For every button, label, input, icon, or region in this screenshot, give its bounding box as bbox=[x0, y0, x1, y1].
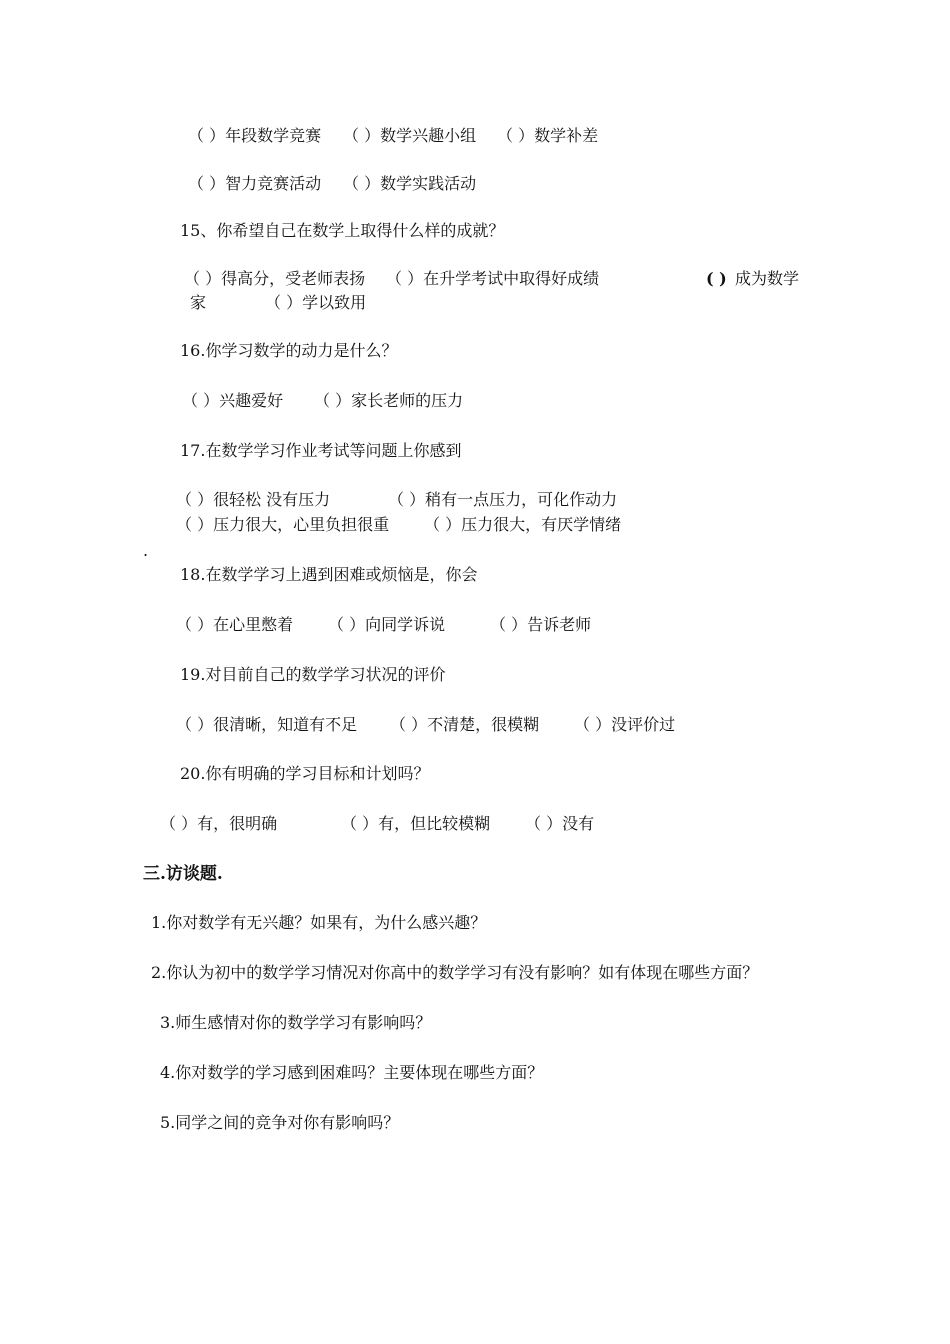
q15-option-high-score: （ ）得高分，受老师表扬 bbox=[184, 269, 366, 288]
q16-option-pressure: （ ）家长老师的压力 bbox=[314, 391, 464, 410]
q14-option-grade-competition: （ ）年段数学竞赛 bbox=[188, 126, 322, 145]
q14-option-math-interest-group: （ ）数学兴趣小组 bbox=[343, 126, 477, 145]
q17-question: 17.在数学学习作业考试等问题上你感到 bbox=[180, 441, 462, 460]
q15-option-bracket: ( ) bbox=[706, 269, 727, 288]
q19-option-never-evaluated: （ ）没评价过 bbox=[574, 715, 676, 734]
interview-question-2: 2.你认为初中的数学学习情况对你高中的数学学习有没有影响？如有体现在哪些方面？ bbox=[151, 963, 759, 982]
q19-option-unclear: （ ）不清楚，很模糊 bbox=[390, 715, 540, 734]
section-3-heading: 三.访谈题. bbox=[143, 864, 223, 884]
q16-question: 16.你学习数学的动力是什么？ bbox=[180, 341, 398, 360]
q15-option-mathematician-cont: 家 bbox=[190, 293, 207, 312]
interview-question-4: 4.你对数学的学习感到困难吗？主要体现在哪些方面？ bbox=[160, 1063, 544, 1082]
q20-question: 20.你有明确的学习目标和计划吗？ bbox=[180, 764, 430, 783]
q17-option-slight-pressure: （ ）稍有一点压力，可化作动力 bbox=[388, 490, 618, 509]
q15-option-apply-learning: （ ）学以致用 bbox=[265, 293, 367, 312]
q15-option-entrance-exam: （ ）在升学考试中取得好成绩 bbox=[386, 269, 600, 288]
q18-option-tell-teacher: （ ）告诉老师 bbox=[490, 615, 592, 634]
q14-option-math-tutoring: （ ）数学补差 bbox=[497, 126, 599, 145]
interview-question-3: 3.师生感情对你的数学学习有影响吗？ bbox=[160, 1013, 432, 1032]
q14-option-math-practice: （ ）数学实践活动 bbox=[343, 174, 477, 193]
q19-option-clear: （ ）很清晰，知道有不足 bbox=[176, 715, 358, 734]
q18-question: 18.在数学学习上遇到困难或烦恼是，你会 bbox=[180, 565, 478, 584]
q20-option-very-clear: （ ）有，很明确 bbox=[160, 814, 278, 833]
interview-question-5: 5.同学之间的竞争对你有影响吗？ bbox=[160, 1113, 400, 1132]
q15-question: 15、你希望自己在数学上取得什么样的成就？ bbox=[180, 221, 505, 240]
q20-option-none: （ ）没有 bbox=[525, 814, 595, 833]
stray-dot: . bbox=[143, 541, 149, 560]
interview-question-1: 1.你对数学有无兴趣？如果有，为什么感兴趣？ bbox=[151, 913, 487, 932]
q19-question: 19.对目前自己的数学学习状况的评价 bbox=[180, 665, 446, 684]
q16-option-interest: （ ）兴趣爱好 bbox=[182, 391, 284, 410]
q17-option-heavy-burden: （ ）压力很大，心里负担很重 bbox=[176, 515, 390, 534]
q18-option-keep-inside: （ ）在心里憋着 bbox=[176, 615, 294, 634]
q17-option-relaxed: （ ）很轻松 没有压力 bbox=[176, 490, 331, 509]
q17-option-aversion: （ ）压力很大，有厌学情绪 bbox=[424, 515, 622, 534]
q20-option-vague: （ ）有，但比较模糊 bbox=[341, 814, 491, 833]
q18-option-tell-classmates: （ ）向同学诉说 bbox=[328, 615, 446, 634]
q14-option-intelligence-competition: （ ）智力竞赛活动 bbox=[188, 174, 322, 193]
q15-option-mathematician: 成为数学 bbox=[735, 269, 800, 288]
